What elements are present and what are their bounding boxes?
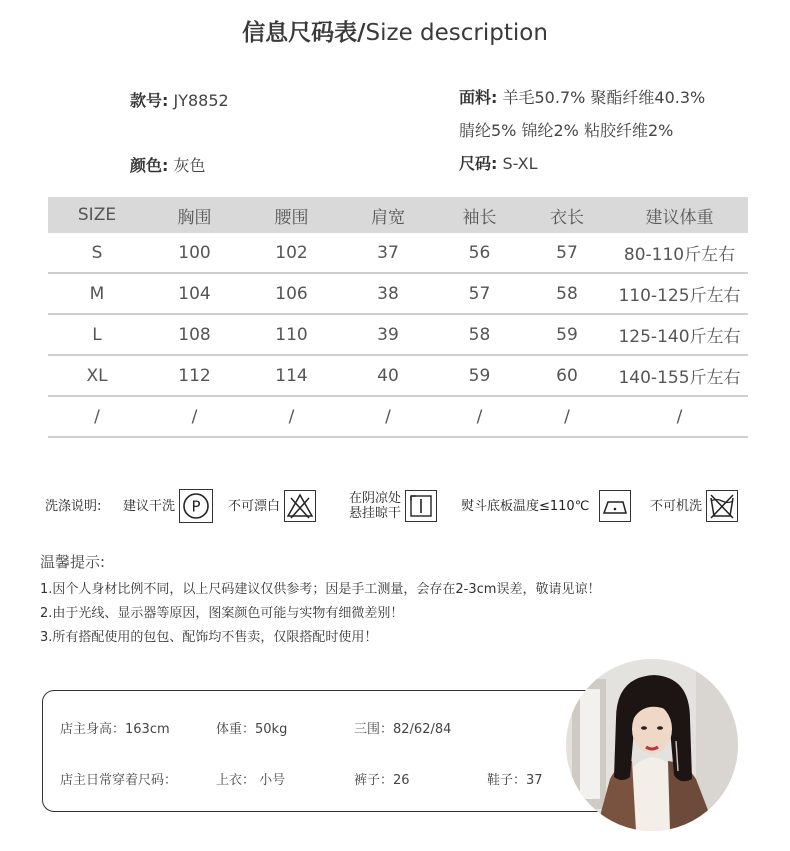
- table-cell: 110: [243, 314, 340, 355]
- care-title: 洗涤说明:: [45, 498, 102, 514]
- care-shade-dry: [349, 488, 437, 524]
- title-en: Size description: [365, 20, 548, 46]
- shop-owner-box: [42, 690, 642, 812]
- table-header-cell: 建议体重: [611, 197, 748, 233]
- table-cell: 40: [340, 355, 436, 396]
- no-bleach-label: 不可漂白: [228, 498, 281, 514]
- table-body: [48, 233, 748, 437]
- tip-3: 3.所有搭配使用的包包、配饰均不售卖，仅限搭配时使用！: [40, 630, 378, 645]
- table-header-cell: 腰围: [243, 197, 340, 233]
- shade-dry-line-1: 在阴凉处: [349, 491, 402, 506]
- model-label: 款号:: [130, 91, 169, 110]
- page-title: [0, 14, 790, 47]
- table-row: [48, 355, 748, 396]
- color-info: [130, 153, 206, 176]
- table-row: [48, 314, 748, 355]
- iron-label: 熨斗底板温度≤110℃: [461, 498, 590, 514]
- table-cell: 114: [243, 355, 340, 396]
- svg-text:P: P: [191, 497, 201, 516]
- shop-owner-photo: [566, 659, 738, 831]
- table-cell: 59: [523, 314, 611, 355]
- table-row: [48, 273, 748, 314]
- table-cell: 80-110斤左右: [611, 233, 748, 273]
- table-cell: L: [48, 314, 146, 355]
- tip-2: 2.由于光线、显示器等原因，图案颜色可能与实物有细微差别！: [40, 606, 404, 621]
- table-cell: /: [146, 396, 243, 437]
- owner-weight-value: 50kg: [255, 722, 288, 737]
- dry-clean-p-icon: [179, 489, 213, 523]
- dry-clean-label: 建议干洗: [123, 498, 176, 514]
- title-cn: 信息尺码表/: [242, 20, 366, 46]
- table-header-cell: 胸围: [146, 197, 243, 233]
- no-machine-label: 不可机洗: [650, 498, 703, 514]
- care-title-item: [45, 488, 101, 524]
- table-cell: 57: [436, 273, 523, 314]
- care-dry-clean: [123, 488, 213, 524]
- fabric-line-2: 腈纶5% 锦纶2% 粘胶纤维2%: [459, 121, 674, 140]
- table-cell: 140-155斤左右: [611, 355, 748, 396]
- size-range-info: [459, 151, 538, 174]
- line-dry-shade-icon: [405, 490, 437, 522]
- table-cell: 100: [146, 233, 243, 273]
- model-info: [130, 88, 229, 111]
- tips-title: 温馨提示:: [40, 553, 106, 571]
- size-label: 尺码:: [459, 154, 498, 173]
- iron-low-icon: [599, 490, 631, 522]
- model-value: JY8852: [173, 91, 229, 110]
- table-cell: 104: [146, 273, 243, 314]
- table-header-cell: 肩宽: [340, 197, 436, 233]
- table-cell: XL: [48, 355, 146, 396]
- table-cell: 110-125斤左右: [611, 273, 748, 314]
- owner-shoe-size: 鞋子：37: [487, 773, 543, 788]
- table-cell: /: [436, 396, 523, 437]
- table-cell: /: [243, 396, 340, 437]
- owner-weight-label: 体重：: [216, 722, 256, 737]
- care-instructions: [0, 488, 790, 524]
- table-cell: 60: [523, 355, 611, 396]
- owner-daily-size: 店主日常穿着尺码：: [60, 773, 178, 788]
- table-header-cell: SIZE: [48, 197, 146, 233]
- table-cell: /: [48, 396, 146, 437]
- table-cell: 58: [523, 273, 611, 314]
- color-label: 颜色:: [130, 156, 169, 175]
- table-cell: /: [611, 396, 748, 437]
- table-cell: 38: [340, 273, 436, 314]
- table-cell: 59: [436, 355, 523, 396]
- table-cell: 37: [340, 233, 436, 273]
- table-cell: S: [48, 233, 146, 273]
- table-row: [48, 233, 748, 273]
- fabric-line-1: 羊毛50.7% 聚酯纤维40.3%: [502, 88, 706, 107]
- table-cell: 39: [340, 314, 436, 355]
- size-value: S-XL: [502, 154, 538, 173]
- shade-dry-label: [349, 491, 401, 521]
- size-table: [48, 197, 748, 438]
- tip-1: 1.因个人身材比例不同，以上尺码建议仅供参考；因是手工测量，会存在2-3cm误差，敬请见谅！: [40, 582, 601, 597]
- no-machine-wash-icon: [706, 490, 738, 522]
- table-cell: 112: [146, 355, 243, 396]
- table-cell: 57: [523, 233, 611, 273]
- color-value: 灰色: [173, 156, 206, 175]
- fabric-label: 面料:: [459, 88, 498, 107]
- fabric-info: [459, 85, 705, 108]
- table-cell: 56: [436, 233, 523, 273]
- care-no-machine: [650, 488, 738, 524]
- care-no-bleach: [228, 488, 316, 524]
- table-header-cell: 衣长: [523, 197, 611, 233]
- care-iron: [461, 488, 631, 524]
- owner-pants-size: 裤子：26: [354, 773, 410, 788]
- table-header-cell: 袖长: [436, 197, 523, 233]
- table-cell: M: [48, 273, 146, 314]
- table-cell: 108: [146, 314, 243, 355]
- owner-measurements: 三围：82/62/84: [354, 722, 452, 737]
- shade-dry-line-2: 悬挂晾干: [349, 506, 402, 521]
- table-cell: 106: [243, 273, 340, 314]
- table-cell: /: [340, 396, 436, 437]
- owner-weight: [216, 718, 287, 737]
- no-bleach-icon: [284, 490, 316, 522]
- table-row: [48, 396, 748, 437]
- table-header-row: [48, 197, 748, 233]
- table-cell: /: [523, 396, 611, 437]
- table-cell: 58: [436, 314, 523, 355]
- table-cell: 125-140斤左右: [611, 314, 748, 355]
- table-cell: 102: [243, 233, 340, 273]
- owner-height: 店主身高：163cm: [60, 722, 170, 737]
- owner-top-size: 上衣： 小号: [216, 773, 286, 788]
